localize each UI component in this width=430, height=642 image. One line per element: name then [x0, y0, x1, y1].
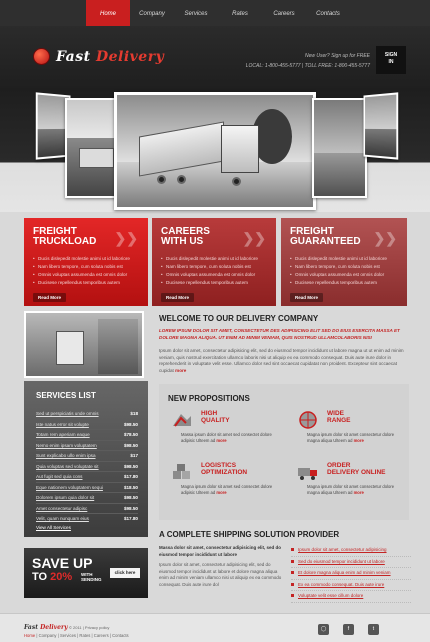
nav-company[interactable]: Company: [139, 11, 165, 17]
table-row[interactable]: [36, 430, 138, 441]
view-all-services-link[interactable]: View All Services: [36, 525, 71, 530]
promo-subtext: [81, 572, 102, 582]
footer-nav-home[interactable]: Home: [24, 633, 36, 638]
copyright: © 2011 | Privacy policy: [69, 625, 110, 630]
service-price: $78.50: [123, 432, 138, 437]
feature-title: [290, 227, 361, 247]
more-link[interactable]: more: [216, 490, 227, 495]
promo-subtext-line1: WITH: [81, 572, 93, 577]
facebook-icon[interactable]: f: [343, 624, 354, 635]
footer-nav-contacts[interactable]: Contacts: [112, 633, 129, 638]
logo[interactable]: [33, 48, 164, 65]
service-price: $17.80: [123, 474, 138, 479]
propositions-title: NEW PROPOSITIONS: [168, 394, 250, 403]
rss-icon[interactable]: ◯: [318, 624, 329, 635]
services-title: SERVICES LIST: [36, 391, 96, 400]
service-price: $98.50: [123, 505, 138, 511]
shipping-body: Ipsum dolor sit amet, consectetur adipisicing elit, sed do eiusmod tempor incididunt ut labore et dolore magna aliqua enim ad minim veniam ullamco nisi ut aliquip ex ea commodo consequat. Duis aute irure dol: [159, 562, 282, 587]
proposition-text-body: Magna ipsum dolor sit amet sed consectet dolore adipisic Ulteem ad: [181, 484, 273, 495]
proposition-title-line1: ORDER: [327, 462, 351, 469]
service-price: $98.50: [123, 421, 138, 427]
proposition-title: [201, 462, 247, 476]
service-name[interactable]: Quia voluptas sed voluptate sit: [36, 463, 99, 469]
table-row[interactable]: [36, 420, 138, 431]
service-price: $98.50: [123, 463, 138, 469]
feature-title-line1: FREIGHT: [290, 226, 334, 237]
list-item: • Ducis dislepedit molestie animi ut id laboriore: [161, 255, 258, 263]
list-item: • Nam libero tempore, cum soluta nobis est: [290, 263, 387, 271]
service-name[interactable]: Velit, quam nunquam eius: [36, 516, 89, 521]
list-item: • Nam libero tempore, cum soluta nobis est: [33, 263, 130, 271]
feature-list: [290, 255, 387, 287]
nav-home[interactable]: Home: [86, 0, 130, 26]
header-info: [246, 51, 370, 71]
services-list: [24, 381, 148, 537]
service-price: $18.50: [123, 484, 138, 490]
table-row[interactable]: [36, 514, 138, 525]
boxes-icon: [171, 462, 193, 482]
proposition-text: [181, 432, 281, 444]
main-nav: [86, 0, 350, 26]
footer-logo-word2: Delivery: [40, 624, 68, 631]
table-row[interactable]: [36, 409, 138, 420]
more-link[interactable]: more: [353, 490, 364, 495]
signup-link[interactable]: New User? Sign up for FREE: [304, 53, 370, 59]
footer-logo[interactable]: [24, 624, 68, 631]
shipping-text: [159, 545, 284, 588]
list-item[interactable]: Sed do eiusmod tempor incididunt ut labore: [291, 557, 411, 569]
list-item[interactable]: Ex ea commodo consequat. Duis aute irure: [291, 580, 411, 592]
service-name[interactable]: Eque nationem voluptatem sequi: [36, 484, 103, 490]
top-bar: [0, 0, 430, 26]
table-row[interactable]: [36, 483, 138, 494]
click-here-button[interactable]: click here: [110, 568, 140, 578]
service-name[interactable]: Sed ut perspiciatis unde omnis: [36, 411, 99, 416]
footer-nav-company[interactable]: Company: [38, 633, 57, 638]
new-propositions: [159, 384, 409, 520]
list-item: • Omnis voluptas assumenda est omnis dolor: [33, 271, 130, 279]
shipping-links: [291, 545, 411, 603]
sign-in-line2: IN: [388, 59, 394, 65]
service-price: $17.80: [123, 516, 138, 521]
globe-icon: [33, 48, 50, 65]
footer-nav: Home | Company | Services | Rates | Careers | Contacts: [24, 633, 129, 638]
table-row[interactable]: [36, 504, 138, 515]
nav-rates[interactable]: Rates: [232, 11, 248, 17]
shipping-title: A COMPLETE SHIPPING SOLUTION PROVIDER: [159, 530, 340, 539]
proposition-title-line2: QUALITY: [201, 417, 230, 424]
list-item: • Nam libero tempore, cum soluta nobis est: [161, 263, 258, 271]
quality-icon: [171, 410, 193, 430]
list-item: • Ducis dislepedit molestie animi ut id laboriore: [290, 255, 387, 263]
feature-list: [33, 255, 130, 287]
list-item: • Ducisese repellendus temporibus autem: [161, 279, 258, 287]
feature-title: [33, 227, 96, 247]
slide-photo-main[interactable]: [114, 92, 316, 210]
promo-value: 20%: [50, 571, 73, 583]
promo-prefix: TO: [32, 571, 48, 583]
feature-title-line1: FREIGHT: [33, 226, 77, 237]
feature-list: [161, 255, 258, 287]
proposition-title-line2: OPTIMIZATION: [201, 469, 248, 476]
logo-word1: Fast: [56, 48, 91, 65]
feature-freight-guaranteed: [281, 218, 407, 306]
footer: [0, 613, 430, 642]
warehouse-photo: [24, 311, 144, 378]
list-item: • Ducisese repellendus temporibus autem: [33, 279, 130, 287]
list-item[interactable]: Voluptate velit esse cillum dolore: [291, 591, 411, 603]
feature-title-line2: TRUCKLOAD: [33, 236, 97, 247]
proposition-text: [307, 484, 407, 496]
service-price: $98.50: [123, 495, 138, 500]
promo-headline: SAVE UP: [32, 555, 93, 571]
service-price: $17: [130, 453, 138, 458]
logo-text: [56, 49, 164, 65]
footer-logo-word1: Fast: [24, 624, 38, 631]
table-row[interactable]: [36, 472, 138, 483]
welcome-more-link[interactable]: more: [175, 367, 187, 373]
proposition-title-line1: HIGH: [201, 410, 218, 417]
sign-in-line1: SIGN: [384, 52, 398, 58]
service-name[interactable]: Totam rem aperiam eaque: [36, 432, 90, 437]
service-price: $98.50: [123, 442, 138, 448]
arrow-right-icon: ❯❯: [373, 230, 397, 246]
welcome-intro: LOREM IPSUM DOLOR SIT AMET, CONSECTETUR DES ADIPISICING ELIT SED DO EIUS EXERCITA MASSA ET DOLORE MAGNA ALIQUA. UT ENIM AD MINIM VENIAM, QUIS NOSTRUD ULLAMCOLABORIS NISI: [159, 328, 400, 340]
proposition-text-body: Massa ipsum dolor sit amet sed consectet dolore adipisic Ulteem ad: [181, 432, 272, 443]
promo-discount: [32, 571, 72, 583]
feature-title-line2: WITH US: [161, 236, 204, 247]
read-more-button[interactable]: Read More: [33, 293, 66, 302]
header: [0, 26, 430, 88]
phone-numbers: LOCAL: 1-800-455-5777 | TOLL FREE: 1-800-455-5777: [245, 63, 370, 69]
service-name[interactable]: Sunt explicabo ullo enim ipsa: [36, 453, 96, 458]
welcome-title: WELCOME TO OUR DELIVERY COMPANY: [159, 314, 319, 323]
footer-nav-rates[interactable]: Rates: [79, 633, 91, 638]
proposition-title-line1: WIDE: [327, 410, 344, 417]
list-item[interactable]: Et dolore magna aliqua enim ad minim veniam: [291, 568, 411, 580]
list-item: • Omnis voluptas assumenda est omnis dolor: [161, 271, 258, 279]
welcome-body-text: Ipsum dolor sit amet, consectetur adipisicing elit, sed do eiusmod tempor incididunt ut labore magna ut ut enim ad minim veniam, quis nostrud exercitation ullamco laboris nisi ut aliquip ex ea commodo consequat. Duis aute irure dolor in reprehenderit in voluptate velit esse. Ullamco dolor sed sint occaecat cupidatat non proident. Excepteur sint occaecat cupidat: [159, 348, 404, 373]
more-link[interactable]: more: [216, 438, 227, 443]
proposition-title-line1: LOGISTICS: [201, 462, 237, 469]
arrow-right-icon: ❯❯: [114, 230, 138, 246]
footer-nav-services[interactable]: Services: [59, 633, 76, 638]
read-more-button[interactable]: Read More: [161, 293, 194, 302]
image-slider[interactable]: [0, 88, 430, 212]
proposition-title: [327, 462, 386, 476]
nav-services[interactable]: Services: [184, 11, 208, 17]
sign-in-button[interactable]: [376, 46, 406, 74]
table-row[interactable]: [36, 462, 138, 473]
globe-icon: [297, 410, 319, 430]
feature-freight-truckload: [24, 218, 148, 306]
feature-title: [161, 227, 210, 247]
slide-photo-2[interactable]: [65, 98, 120, 198]
logo-word2: Delivery: [95, 48, 165, 65]
service-price: $18: [130, 411, 138, 416]
footer-nav-careers[interactable]: Careers: [93, 633, 109, 638]
promo-subtext-line2: SENDING: [81, 577, 102, 582]
feature-careers: [152, 218, 276, 306]
read-more-button[interactable]: Read More: [290, 293, 323, 302]
table-row[interactable]: [36, 493, 138, 504]
nav-careers[interactable]: Careers: [273, 11, 295, 17]
arrow-right-icon: ❯❯: [242, 230, 266, 246]
shipping-lead: Massa dolor sit amet, consectetur adipisicing elit, sed do eiusmod tempor incididunt ut labore: [159, 545, 282, 557]
feature-title-line2: GUARANTEED: [290, 236, 361, 247]
proposition-text-body: Magna ipsum dolor sit amet consectetur dolore magna aliqua Ulteem ad: [307, 432, 395, 443]
welcome-body: [159, 348, 409, 374]
service-name[interactable]: Iste natus error sit volupte: [36, 421, 89, 427]
list-item: • Omnis voluptas assumenda est omnis dolor: [290, 271, 387, 279]
twitter-icon[interactable]: t: [368, 624, 379, 635]
service-name[interactable]: Aut fugit sed quia cons: [36, 474, 83, 479]
list-item: • Ducis dislepedit molestie animi ut id laboriore: [33, 255, 130, 263]
table-row[interactable]: [36, 441, 138, 452]
promo-banner: [24, 548, 148, 598]
truck-icon: [297, 462, 319, 482]
table-row[interactable]: [36, 451, 138, 462]
feature-title-line1: CAREERS: [161, 226, 210, 237]
list-item: • Ducisese repellendus temporibus autem: [290, 279, 387, 287]
proposition-text: [181, 484, 281, 496]
slide-photo-5[interactable]: [364, 92, 399, 159]
more-link[interactable]: more: [353, 438, 364, 443]
list-item[interactable]: Ipsum dolor sit amet, consectetur adipisicing: [291, 545, 411, 557]
slide-photo-4[interactable]: [312, 98, 367, 198]
proposition-title-line2: RANGE: [327, 417, 351, 424]
proposition-title: [201, 410, 230, 424]
service-name[interactable]: Nemo enim ipsam voluptatem: [36, 442, 97, 448]
proposition-text: [307, 432, 407, 444]
proposition-title-line2: DELIVERY ONLINE: [327, 469, 386, 476]
service-name[interactable]: Amet consectetur adipisc: [36, 505, 88, 511]
service-name[interactable]: Dolorem ipsum quia dolor sit: [36, 495, 95, 500]
nav-contacts[interactable]: Contacts: [316, 11, 340, 17]
proposition-text-body: Magna ipsum dolor sit amet consectetur dolore magna aliqua Ulteem ad: [307, 484, 395, 495]
proposition-title: [327, 410, 350, 424]
